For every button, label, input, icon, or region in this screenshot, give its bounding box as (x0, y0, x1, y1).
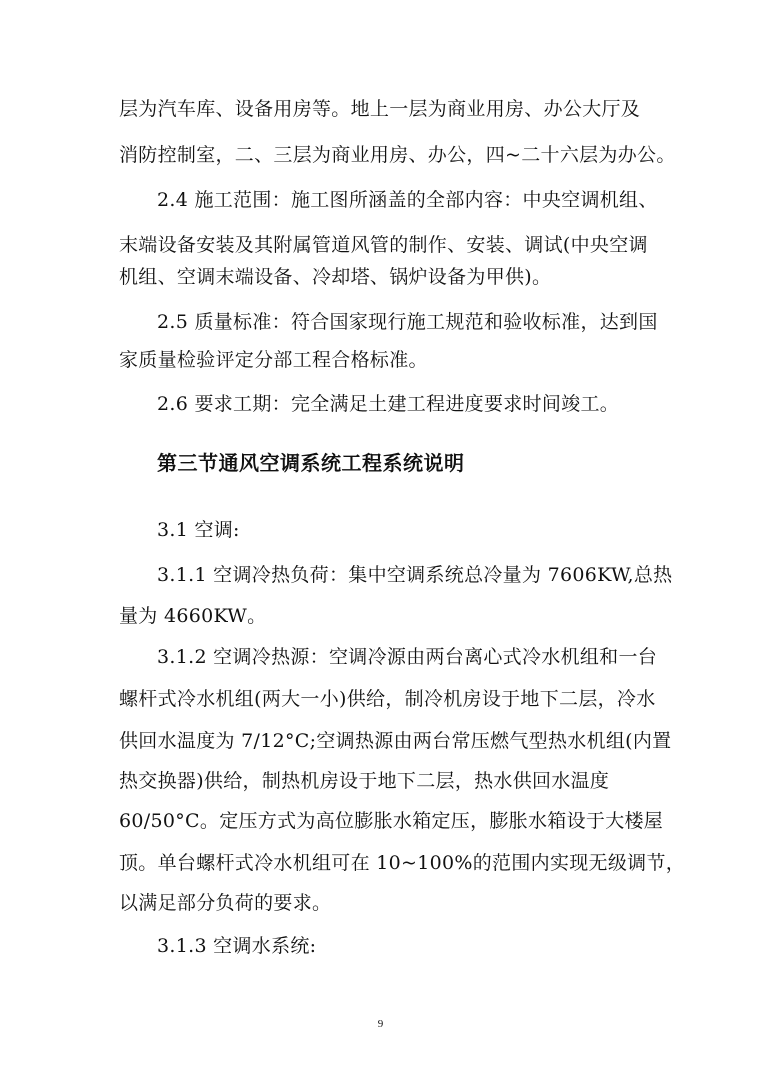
body-text-line: 热交换器)供给，制热机房设于地下二层，热水供回水温度 (119, 770, 610, 792)
body-text-line: 家质量检验评定分部工程合格标准。 (119, 349, 428, 371)
body-text-line: 2.5 质量标准：符合国家现行施工规范和验收标准，达到国 (157, 311, 658, 333)
body-text-line: 螺杆式冷水机组(两大一小)供给，制冷机房设于地下二层，冷水 (119, 688, 656, 710)
body-text-line: 2.6 要求工期：完全满足土建工程进度要求时间竣工。 (157, 393, 620, 415)
body-text-line: 机组、空调末端设备、冷却塔、锅炉设备为甲供)。 (119, 266, 552, 288)
body-text-line: 量为 4660KW。 (119, 605, 267, 627)
body-text-line: 3.1.2 空调冷热源：空调冷源由两台离心式冷水机组和一台 (157, 646, 658, 668)
section-heading: 第三节通风空调系统工程系统说明 (157, 451, 465, 475)
body-text-line: 消防控制室，二、三层为商业用房、办公，四~二十六层为办公。 (119, 144, 676, 166)
body-text-line: 顶。单台螺杆式冷水机组可在 10~100%的范围内实现无级调节， (119, 852, 686, 874)
body-text-line: 供回水温度为 7/12°C;空调热源由两台常压燃气型热水机组(内置 (119, 730, 672, 752)
body-text-line: 3.1.3 空调水系统: (157, 935, 317, 957)
body-text-line: 60/50°C。定压方式为高位膨胀水箱定压，膨胀水箱设于大楼屋 (119, 810, 664, 832)
page-number: 9 (377, 1018, 384, 1030)
body-text-line: 末端设备安装及其附属管道风管的制作、安装、调试(中央空调 (119, 234, 648, 256)
body-text-line: 3.1 空调: (157, 519, 240, 541)
body-text-line: 2.4 施工范围：施工图所涵盖的全部内容：中央空调机组、 (157, 189, 658, 211)
body-text-line: 层为汽车库、设备用房等。地上一层为商业用房、办公大厅及 (119, 98, 641, 120)
body-text-line: 以满足部分负荷的要求。 (119, 892, 332, 914)
body-text-line: 3.1.1 空调冷热负荷：集中空调系统总冷量为 7606KW,总热 (157, 564, 673, 586)
